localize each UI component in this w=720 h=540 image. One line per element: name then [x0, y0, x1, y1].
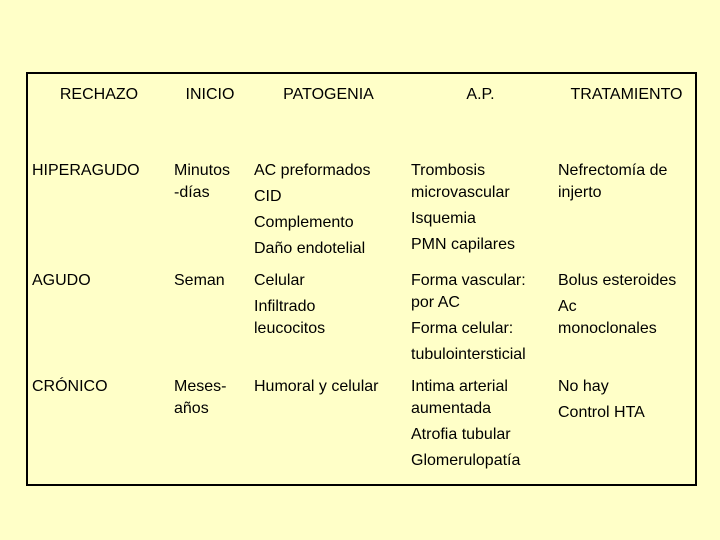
cell-line: Atrofia tubular [411, 426, 511, 443]
cell-rechazo [28, 260, 170, 366]
cell-line: AGUDO [32, 272, 91, 289]
cell-ap [407, 150, 554, 260]
cell-line: Celular [254, 272, 305, 289]
cell-line: Complemento [254, 214, 354, 231]
cell-inicio [170, 150, 250, 260]
cell-patogenia [250, 150, 407, 260]
cell-line: Humoral y celular [254, 378, 379, 395]
cell-inicio [170, 260, 250, 366]
cell-line: Daño endotelial [254, 240, 366, 257]
header-tratamiento: TRATAMIENTO [570, 86, 683, 103]
cell-ap [407, 260, 554, 366]
cell-line: Control HTA [558, 404, 645, 421]
cell-line: PMN capilares [411, 236, 516, 253]
cell-rechazo [28, 150, 170, 260]
cell-line: Forma celular: [411, 320, 514, 337]
cell-line: Ac [558, 298, 577, 315]
cell-patogenia [250, 366, 407, 484]
table-row-agudo [28, 260, 699, 366]
cell-line: Meses- [174, 378, 227, 395]
cell-line: No hay [558, 378, 609, 395]
cell-line: CID [254, 188, 282, 205]
cell-line: HIPERAGUDO [32, 162, 140, 179]
cell-line: Nefrectomía de [558, 162, 668, 179]
cell-line: Isquemia [411, 210, 476, 227]
cell-line: por AC [411, 294, 460, 311]
header-inicio: INICIO [185, 86, 235, 103]
cell-line: Intima arterial [411, 378, 508, 395]
cell-rechazo [28, 366, 170, 484]
cell-line: monoclonales [558, 320, 657, 337]
cell-line: Minutos [174, 162, 231, 179]
cell-line: aumentada [411, 400, 492, 417]
cell-line: Infiltrado [254, 298, 316, 315]
cell-tratamiento [554, 150, 699, 260]
cell-line: microvascular [411, 184, 510, 201]
cell-line: injerto [558, 184, 602, 201]
cell-line: Seman [174, 272, 225, 289]
header-ap: A.P. [466, 86, 495, 103]
cell-line: Bolus esteroides [558, 272, 677, 289]
cell-line: -días [174, 184, 210, 201]
cell-line: años [174, 400, 209, 417]
rejection-table-grid [28, 74, 699, 484]
cell-line: AC preformados [254, 162, 371, 179]
table-row-cronico [28, 366, 699, 484]
header-row [28, 74, 699, 150]
cell-tratamiento [554, 366, 699, 484]
cell-inicio [170, 366, 250, 484]
cell-tratamiento [554, 260, 699, 366]
cell-ap [407, 366, 554, 484]
table-row-hiperagudo [28, 150, 699, 260]
cell-line: Forma vascular: [411, 272, 526, 289]
cell-line: leucocitos [254, 320, 326, 337]
cell-patogenia [250, 260, 407, 366]
header-rechazo: RECHAZO [59, 86, 139, 103]
cell-line: Glomerulopatía [411, 452, 521, 469]
header-patogenia: PATOGENIA [283, 86, 374, 103]
cell-line: Trombosis [411, 162, 486, 179]
cell-line: CRÓNICO [32, 378, 108, 395]
cell-line: tubulointersticial [411, 346, 526, 363]
rejection-table [26, 72, 697, 486]
